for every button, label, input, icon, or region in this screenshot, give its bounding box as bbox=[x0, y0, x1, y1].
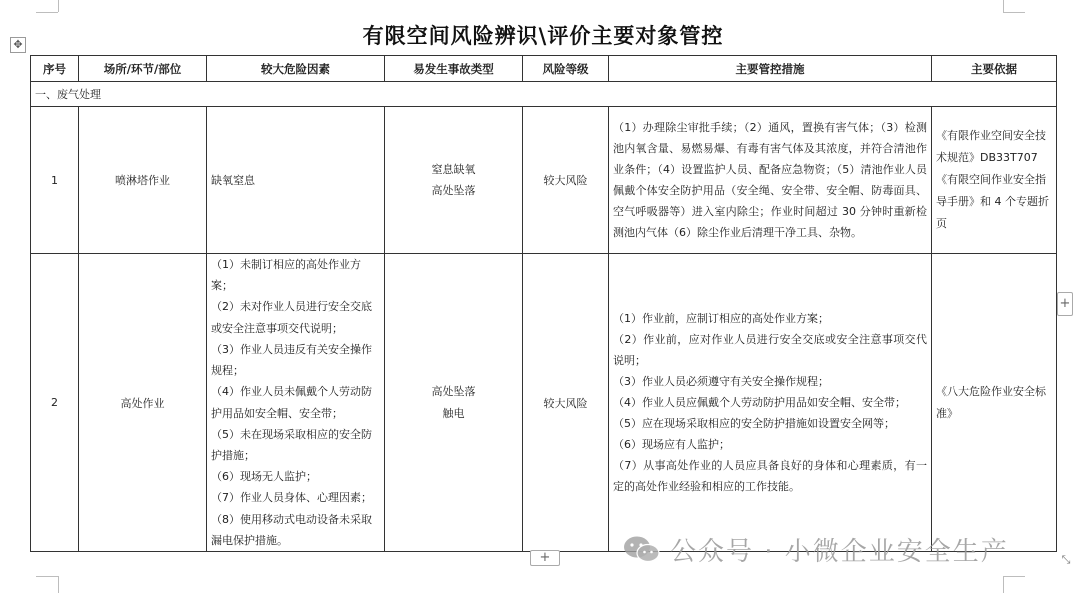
cell-factors[interactable] bbox=[207, 254, 385, 552]
header-risk-level: 风险等级 bbox=[523, 56, 609, 82]
page-corner-mark bbox=[1003, 12, 1025, 13]
measure-item: （5）应在现场采取相应的安全防护措施如设置安全网等； bbox=[613, 417, 895, 430]
cell-basis[interactable]: 《八大危险作业安全标准》 bbox=[932, 254, 1057, 552]
measure-item: （1）办理除尘审批手续；（2）通风，置换有害气体；（3）检测池内氧含量、易燃易爆、有毒有害气体及其浓度，并符合清池作业条件；（4）设置监护人员、配备应急物资；（5）清池作业人员佩戴个体安全防护用品（安全绳、安全带、安全帽、防毒面具、空气呼吸器等）进入室内除尘；作业时间超过 30 分钟时重新检测池内气体（6）除尘作业后清理干净工具、杂物。 bbox=[613, 121, 927, 239]
page-corner-mark bbox=[36, 576, 58, 577]
section-label[interactable]: 一、废气处理 bbox=[31, 82, 1057, 107]
move-icon: ✥ bbox=[13, 38, 23, 51]
cell-place[interactable]: 喷淋塔作业 bbox=[79, 107, 207, 254]
cell-accident-type[interactable] bbox=[385, 107, 523, 254]
factor-item: （5）未在现场采取相应的安全防护措施； bbox=[211, 427, 372, 462]
cell-risk-level[interactable]: 较大风险 bbox=[523, 107, 609, 254]
table-row bbox=[31, 254, 1057, 552]
cell-factors[interactable] bbox=[207, 107, 385, 254]
page-corner-mark bbox=[58, 0, 59, 12]
page-corner-mark bbox=[1003, 576, 1004, 593]
accident-item: 高处坠落 bbox=[431, 184, 476, 197]
cell-measures[interactable] bbox=[609, 107, 932, 254]
page-corner-mark bbox=[58, 576, 59, 593]
header-basis: 主要依据 bbox=[932, 56, 1057, 82]
measure-item: （7）从事高处作业的人员应具备良好的身体和心理素质，有一定的高处作业经验和相应的工作技能。 bbox=[613, 459, 927, 493]
table-move-handle[interactable] bbox=[10, 37, 26, 53]
table-resize-handle[interactable] bbox=[1058, 552, 1074, 568]
header-no: 序号 bbox=[31, 56, 79, 82]
cell-risk-level[interactable]: 较大风险 bbox=[523, 254, 609, 552]
header-place: 场所/环节/部位 bbox=[79, 56, 207, 82]
factor-item: （2）未对作业人员进行安全交底或安全注意事项交代说明； bbox=[211, 300, 372, 335]
wechat-icon bbox=[622, 534, 662, 564]
cell-no[interactable]: 2 bbox=[31, 254, 79, 552]
watermark-text: 公众号 · 小微企业安全生产 bbox=[670, 536, 1009, 567]
cell-measures[interactable] bbox=[609, 254, 932, 552]
cell-accident-type[interactable] bbox=[385, 254, 523, 552]
measure-item: （1）作业前，应制订相应的高处作业方案； bbox=[613, 312, 829, 325]
accident-item: 触电 bbox=[442, 406, 465, 420]
factor-item: 缺氧窒息 bbox=[211, 174, 255, 187]
add-column-button[interactable] bbox=[1057, 292, 1073, 316]
factor-item: （3）作业人员违反有关安全操作规程； bbox=[211, 342, 372, 378]
factor-item: （6）现场无人监护； bbox=[211, 470, 317, 484]
measure-item: （2）作业前，应对作业人员进行安全交底或安全注意事项交代说明； bbox=[613, 333, 927, 367]
page-corner-mark bbox=[1003, 0, 1004, 12]
plus-icon: + bbox=[539, 550, 551, 565]
measure-item: （4）作业人员应佩戴个人劳动防护用品如安全帽、安全带； bbox=[613, 396, 906, 409]
cell-place[interactable]: 高处作业 bbox=[79, 254, 207, 552]
measure-item: （3）作业人员必须遵守有关安全操作规程； bbox=[613, 375, 829, 388]
header-factors: 较大危险因素 bbox=[207, 56, 385, 82]
cell-no[interactable]: 1 bbox=[31, 107, 79, 254]
document-title: 有限空间风险辨识\评价主要对象管控 bbox=[362, 23, 724, 48]
table-header-row bbox=[31, 56, 1057, 82]
watermark bbox=[622, 532, 1009, 566]
risk-control-table bbox=[30, 55, 1057, 552]
factor-item: （1）未制订相应的高处作业方案； bbox=[211, 258, 361, 293]
header-measures: 主要管控措施 bbox=[609, 56, 932, 82]
table-row bbox=[31, 107, 1057, 254]
page-corner-mark bbox=[1003, 576, 1025, 577]
plus-icon: + bbox=[1059, 296, 1071, 311]
accident-item: 窒息缺氧 bbox=[431, 162, 476, 176]
accident-item: 高处坠落 bbox=[431, 385, 476, 399]
add-row-button[interactable] bbox=[530, 550, 560, 566]
factor-item: （8）使用移动式电动设备未采取漏电保护措施。 bbox=[211, 512, 372, 547]
resize-icon: ⤡ bbox=[1061, 553, 1071, 566]
section-row bbox=[31, 82, 1057, 107]
page-corner-mark bbox=[36, 12, 58, 13]
header-accident-type: 易发生事故类型 bbox=[385, 56, 523, 82]
factor-item: （4）作业人员未佩戴个人劳动防护用品如安全帽、安全带； bbox=[211, 385, 372, 420]
measure-item: （6）现场应有人监护； bbox=[613, 438, 730, 451]
cell-basis[interactable]: 《有限作业空间安全技术规范》DB33T707《有限空间作业安全指导手册》和 4 个专题折页 bbox=[932, 107, 1057, 254]
factor-item: （7）作业人员身体、心理因素； bbox=[211, 491, 372, 505]
